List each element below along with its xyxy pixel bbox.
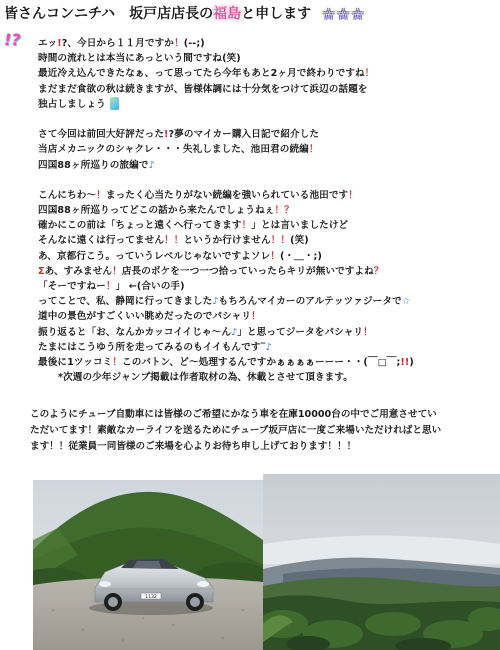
body-line: 「そーですねー！」 ←(合いの手) bbox=[38, 281, 185, 292]
body-line: エッ!?、今日から１１月ですか！(--;) bbox=[38, 38, 205, 49]
page-heading bbox=[4, 4, 496, 24]
closing-line: ただいてます！素敵なカーライフを送るためにチューブ坂戸店に一度ご来場いただければと思い bbox=[30, 425, 442, 436]
body-line: Σあ、すみません！店長のボケを一つ一つ拾っていったらキリが無いですよね？ bbox=[38, 265, 384, 277]
body-line: 道中の景色がすごくいい眺めだったのでパシャリ！ bbox=[38, 311, 261, 323]
star-icon: ☆ bbox=[350, 5, 365, 23]
body-line: あ、京都行こう。っていうレベルじゃないですよソレ！(・＿・;) bbox=[38, 250, 322, 262]
stars-decoration bbox=[322, 4, 365, 25]
body-line-note: *次週の少年ジャンプ掲載は作者取材の為、休載とさせて頂きます。 bbox=[58, 372, 353, 384]
sticker-icon bbox=[110, 97, 119, 110]
body-line: 四国88ヶ所巡りの旅編で♪ bbox=[38, 159, 155, 171]
heading-part1: 皆さんコンニチハ 坂戸店店長の bbox=[4, 6, 214, 22]
body-line: 四国88ヶ所巡りってどこの話から来たんでしょうねぇ！？ bbox=[38, 205, 294, 217]
heading-accent-name: 福島 bbox=[213, 6, 242, 22]
closing-line: このようにチューブ自動車には皆様のご希望にかなう車を在庫10000台の中でご用意させてい bbox=[30, 409, 437, 420]
body-line: たまにはこうゆう所を走ってみるのもイイもんです‾♪ bbox=[38, 341, 272, 353]
article-body bbox=[38, 36, 488, 385]
spacer bbox=[38, 112, 488, 127]
car-photo bbox=[33, 480, 263, 650]
scenery-photo-svg bbox=[263, 474, 500, 650]
body-line: 最近冷え込んできたなぁ、って思ってたら今年もあと2ヶ月で終わりですね！ bbox=[38, 68, 375, 80]
body-line: 時間の流れとは本当にあっという間ですね(笑) bbox=[38, 53, 241, 65]
body-line: こんにちわ～！まったく心当たりがない続編を強いられている池田です！ bbox=[38, 189, 358, 201]
license-plate-text: 1132 bbox=[145, 595, 157, 600]
star-icon: ☆ bbox=[336, 5, 350, 23]
body-line: そんなに遠くは行ってません！！というか行けません！！(笑) bbox=[38, 235, 309, 247]
body-line bbox=[38, 97, 488, 112]
body-line: さて今回は前回大好評だった!?夢のマイカー購入日記で紹介した bbox=[38, 129, 320, 141]
car-photo-svg bbox=[33, 480, 263, 650]
closing-line: ます！！従業員一同皆様のご来場を心よりお待ち申し上げております！！！ bbox=[30, 441, 357, 452]
body-line-text: 独占しましょう bbox=[38, 98, 106, 110]
spacer bbox=[38, 173, 488, 188]
body-line: 振り返ると「お、なんかカッコイイじゃ～ん♪」と思ってジータをパシャリ！ bbox=[38, 326, 373, 338]
body-line: まだまだ食欲の秋は続きますが、皆様体調には十分気をつけて浜辺の話題を bbox=[38, 83, 368, 95]
scenery-photo bbox=[263, 474, 500, 650]
heading-part2: と申します bbox=[241, 6, 312, 22]
body-line: ってことで、私、静岡に行ってきました♪もちろんマイカーのアルテッツァジータで☆ bbox=[38, 296, 411, 308]
body-line: 当店メカニックのシャクレ・・・失礼しました、池田君の続編！ bbox=[38, 144, 319, 156]
body-line: 最後に1ツッコミ！このバトン、ど～処理するんですかぁぁぁぁーーー・・(￣□￣;!!) bbox=[38, 356, 414, 368]
closing-paragraph bbox=[30, 407, 492, 455]
body-line: 確かにこの前は「ちょっと遠くへ行ってきます！」とは言いましたけど bbox=[38, 220, 349, 232]
exclaim-deco: !? bbox=[4, 30, 21, 49]
star-icon: ☆ bbox=[322, 5, 336, 23]
